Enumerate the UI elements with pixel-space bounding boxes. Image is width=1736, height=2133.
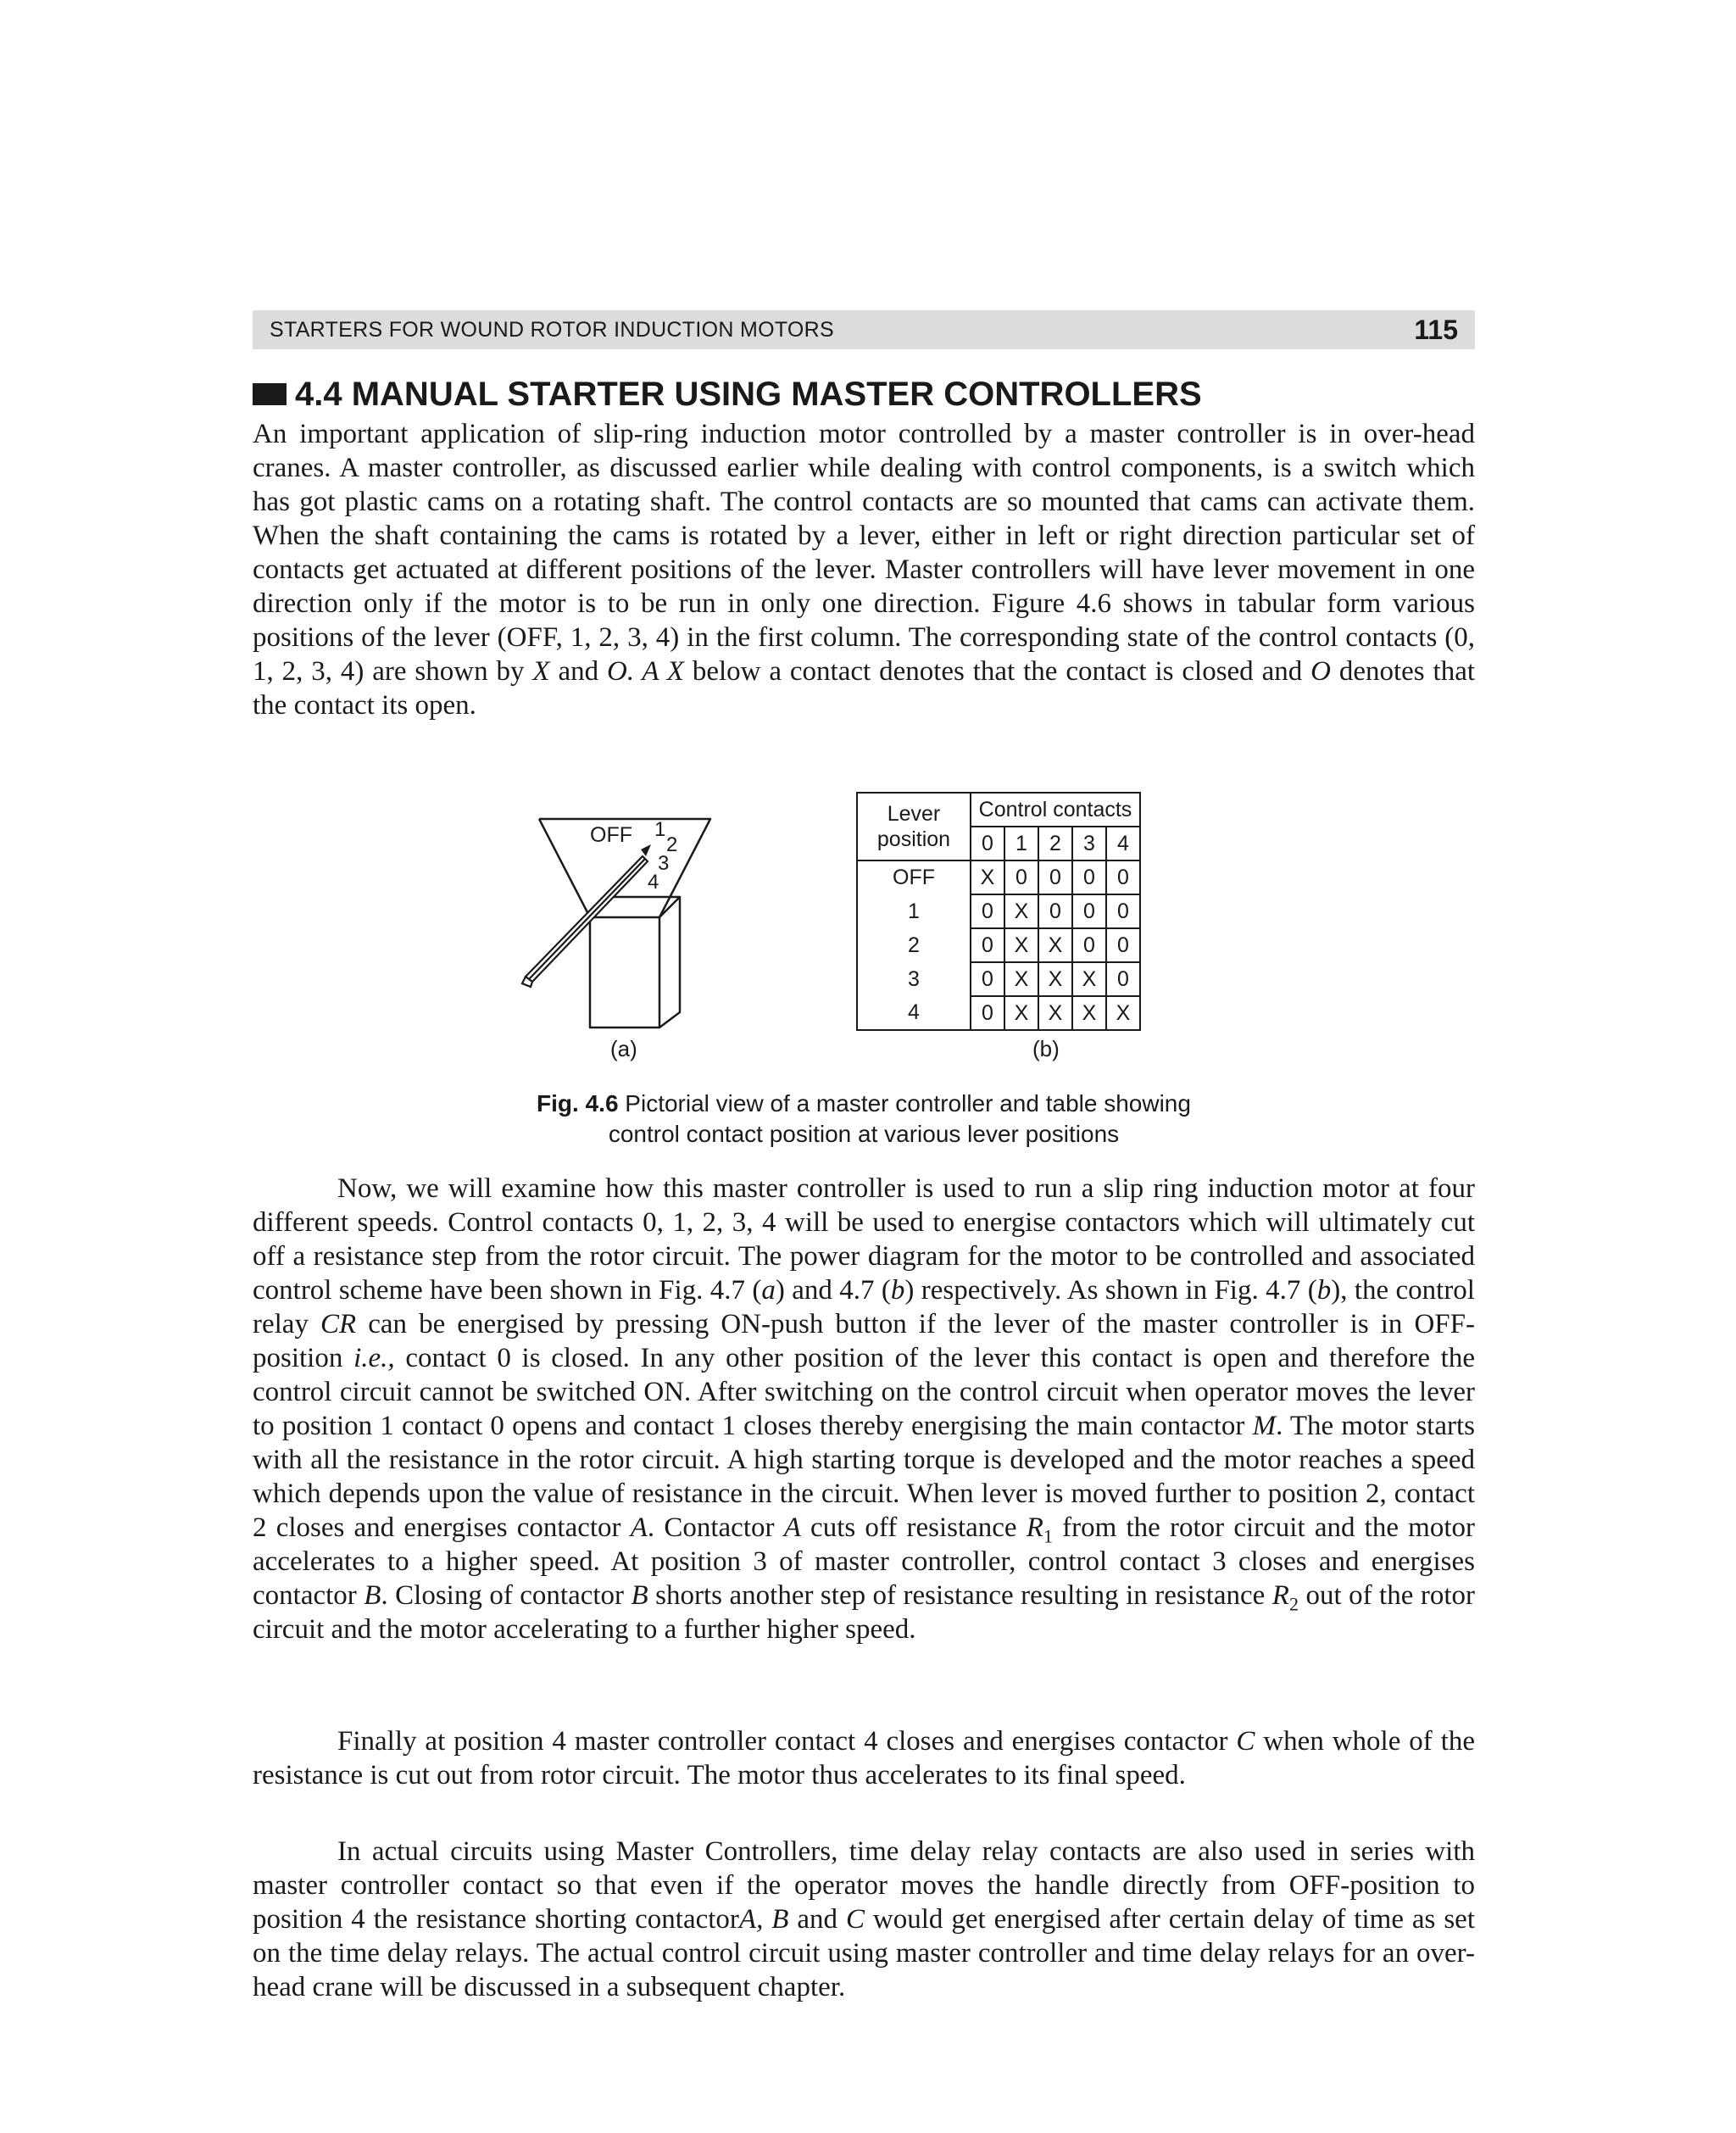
state-cell: X (971, 860, 1004, 894)
caption-line-2: control contact position at various lever positions (608, 1121, 1120, 1147)
text-run: contact 0 is closed. In any other position of the lever this contact is open and therefore the control circuit cannot be switched ON. After switching on the control circuit when operator moves the lever to position 1 contact 0 opens and contact 1 closes thereby energising the main contactor (253, 1343, 1475, 1441)
text-run: b (1316, 1275, 1332, 1306)
lever-cell: 3 (857, 962, 971, 996)
text-run: Now, we will examine how this master controller is used to run a slip ring induction motor at four different speeds. Control contacts 0, 1, 2, 3, 4 will be used to energise contactors which will ultimately cut off a resistance step from the rotor circuit. The power diagram for the motor to be controlled and associated control scheme have been shown in Fig. 4.7 ( (253, 1173, 1475, 1306)
lever-cell: 4 (857, 996, 971, 1030)
caption-label: Fig. 4.6 (537, 1090, 619, 1117)
state-cell: X (1038, 962, 1072, 996)
text-run: In actual circuits using Master Controllers, time delay relay contacts are also used in series with master controller contact so that even if the operator moves the handle directly from OFF-position to position 4 the resistance shorting contactor (253, 1836, 1475, 1935)
text-run: a (761, 1275, 776, 1306)
text-run: b (890, 1275, 905, 1306)
text-run: i.e., (353, 1343, 395, 1373)
text-run: . Contactor (647, 1512, 784, 1543)
text-run: A (630, 1512, 648, 1543)
state-cell: 0 (1106, 894, 1140, 928)
controller-left-edge (539, 819, 590, 917)
lever-position-header-text: Lever position (876, 802, 951, 851)
contact-col-header: 0 (971, 827, 1004, 860)
text-run: and (549, 656, 607, 687)
contact-col-header: 1 (1004, 827, 1038, 860)
paragraph-operation (253, 1172, 1475, 1646)
table-row (857, 894, 1140, 928)
label-pos-4: 4 (648, 871, 659, 894)
state-cell: 0 (971, 996, 1004, 1030)
text-run: B (364, 1580, 381, 1611)
state-cell: 0 (1106, 962, 1140, 996)
text-run: when whole of the resistance is cut out from rotor circuit. The motor thus accelerates to its final speed. (253, 1726, 1476, 1790)
table-row (857, 928, 1140, 962)
state-cell: X (1072, 996, 1106, 1030)
page-number: 115 (1414, 314, 1458, 345)
text-run: M (1252, 1411, 1277, 1441)
lever-cell: 2 (857, 928, 971, 962)
state-cell: X (1004, 894, 1038, 928)
state-cell: 0 (1106, 928, 1140, 962)
state-cell: X (1072, 962, 1106, 996)
state-cell: 0 (1072, 860, 1106, 894)
master-controller-diagram (507, 812, 727, 1033)
state-cell: 0 (971, 928, 1004, 962)
text-run: Finally at position 4 master controller contact 4 closes and energises contactor (337, 1726, 1237, 1757)
lever-position-header (857, 793, 971, 860)
text-run: would get energised after certain delay of time as set on the time delay relays. The actual control circuit using master controller and time delay relays for an over-head crane will be discussed in a subsequent chapter. (253, 1904, 1475, 2002)
text-run: A, B (738, 1904, 789, 1935)
text-run: R (1271, 1580, 1289, 1611)
text-run: O (1310, 656, 1331, 687)
figure-b-label: (b) (1032, 1036, 1060, 1061)
table-row (857, 996, 1140, 1030)
state-cell: 0 (1106, 860, 1140, 894)
text-run: out of the rotor circuit and the motor accelerating to a further higher speed. (253, 1580, 1475, 1645)
state-cell: X (1004, 928, 1038, 962)
section-heading (253, 373, 1475, 415)
running-header (253, 310, 1475, 349)
state-cell: X (1004, 962, 1038, 996)
label-pos-2: 2 (666, 833, 678, 856)
text-run: . The motor starts with all the resistance in the rotor circuit. A high starting torque is developed and the motor reaches a speed which depends upon the value of resistance in the circuit. When lever is moved further to position 2, contact 2 closes and energises contactor (253, 1411, 1475, 1543)
text-run: from the rotor circuit and the motor accelerates to a higher speed. At position 3 of master controller, control contact 3 closes and energises contactor (253, 1512, 1476, 1611)
label-pos-3: 3 (658, 852, 670, 875)
text-run: B (631, 1580, 648, 1611)
heading-square-icon (253, 383, 287, 405)
contact-col-header: 4 (1106, 827, 1140, 860)
paragraph-final-position (253, 1724, 1475, 1792)
text-run: below a contact denotes that the contact is closed and (683, 656, 1311, 687)
text-run: cuts off resistance (800, 1512, 1027, 1543)
text-run: and (788, 1904, 846, 1935)
text-run: 2 (1288, 1593, 1299, 1615)
label-pos-1: 1 (654, 818, 666, 841)
text-run: R (1026, 1512, 1043, 1543)
paragraph-time-delay (253, 1835, 1475, 2004)
state-cell: 0 (1038, 860, 1072, 894)
table-row (857, 860, 1140, 894)
figure-a-label: (a) (610, 1036, 637, 1061)
text-run: ) respectively. As shown in Fig. 4.7 ( (904, 1275, 1317, 1306)
label-off: OFF (590, 823, 632, 847)
text-run: denotes that the contact its open. (253, 656, 1476, 721)
controller-box-side (659, 897, 680, 1028)
control-contacts-header: Control contacts (971, 793, 1140, 827)
text-run: shorts another step of resistance resulting in resistance (648, 1580, 1272, 1611)
lever-cell: 1 (857, 894, 971, 928)
section-title: 4.4 MANUAL STARTER USING MASTER CONTROLLERS (295, 375, 1202, 413)
lever-cell: OFF (857, 860, 971, 894)
caption-line-1 (253, 1089, 1475, 1119)
text-run: An important application of slip-ring induction motor controlled by a master controller is in over-head cranes. A master controller, as discussed earlier while dealing with control components, is a switch which has got plastic cams on a rotating shaft. The control contacts are so mounted that cams can activate them. When the shaft containing the cams is rotated by a lever, either in left or right direction particular set of contacts get actuated at different positions of the lever. Master controllers will have lever movement in one direction only if the motor is to be run in only one direction. Figure 4.6 shows in tabular form various positions of the lever (OFF, 1, 2, 3, 4) in the first column. The corresponding state of the control contacts (0, 1, 2, 3, 4) are shown by (253, 419, 1475, 687)
text-run: A (783, 1512, 801, 1543)
paragraph-intro (253, 417, 1475, 722)
lever-arrow-icon (641, 844, 651, 856)
running-title: STARTERS FOR WOUND ROTOR INDUCTION MOTORS (270, 317, 835, 342)
text-run: X (532, 656, 550, 687)
state-cell: X (1038, 996, 1072, 1030)
state-cell: 0 (971, 894, 1004, 928)
text-run: ) and 4.7 ( (775, 1275, 891, 1306)
controller-box-front (590, 917, 659, 1028)
state-cell: X (1106, 996, 1140, 1030)
contact-col-header: 2 (1038, 827, 1072, 860)
text-run: . Closing of contactor (381, 1580, 632, 1611)
text-run: C (845, 1904, 865, 1935)
caption-text-1: Pictorial view of a master controller and table showing (618, 1090, 1191, 1117)
contact-col-header: 3 (1072, 827, 1106, 860)
state-cell: 0 (1072, 894, 1106, 928)
text-run: O. A X (606, 656, 684, 687)
state-cell: 0 (1072, 928, 1106, 962)
table-header-row (857, 793, 1140, 827)
state-cell: 0 (1004, 860, 1038, 894)
lever-handle (522, 856, 648, 987)
state-cell: X (1038, 928, 1072, 962)
state-cell: 0 (971, 962, 1004, 996)
text-run: ), the control relay (253, 1275, 1475, 1339)
text-run: CR (320, 1309, 357, 1339)
table-row (857, 962, 1140, 996)
figure-caption (253, 1089, 1475, 1150)
state-cell: 0 (1038, 894, 1072, 928)
text-run: C (1236, 1726, 1255, 1757)
control-contacts-table (856, 792, 1141, 1031)
text-run: 1 (1043, 1525, 1053, 1547)
state-cell: X (1004, 996, 1038, 1030)
text-run: can be energised by pressing ON-push button if the lever of the master controller is in OFF-position (253, 1309, 1475, 1373)
